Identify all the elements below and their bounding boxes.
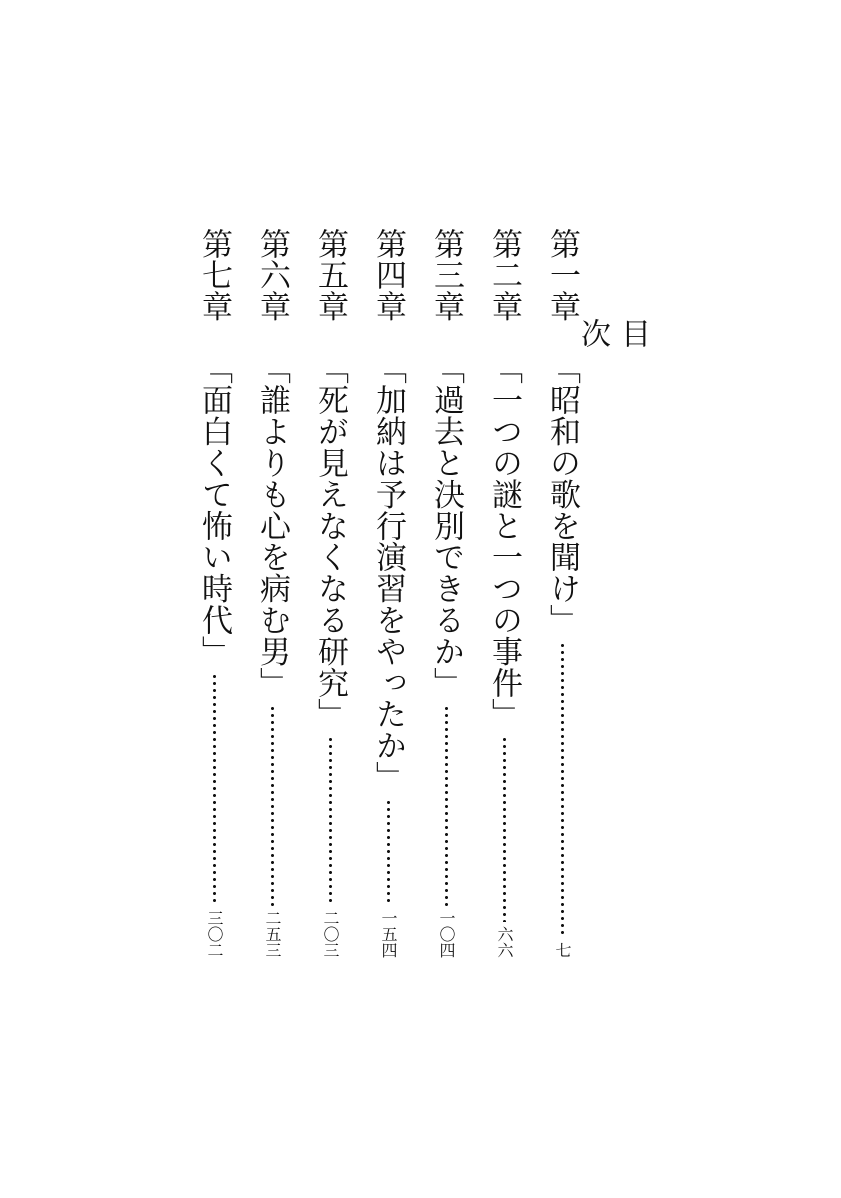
page-number: 二〇三 (321, 910, 340, 958)
chapter-title: 「一つの謎と一つの事件」 (486, 353, 522, 731)
chapter-title: 「過去と決別できるか」 (428, 353, 464, 699)
chapter-number: 第四章 (370, 228, 406, 323)
chapter-title: 「死が見えなくなる研究」 (312, 353, 348, 731)
chapter-number: 第一章 (544, 228, 580, 323)
page-number: 一五四 (379, 910, 398, 958)
toc-entry-chapter-2[interactable] (484, 228, 524, 958)
toc-heading: 目 次 (575, 318, 650, 498)
dot-leader (445, 705, 448, 906)
toc-entry-chapter-4[interactable] (368, 228, 408, 958)
dot-leader (561, 642, 564, 938)
toc-entry-chapter-5[interactable] (310, 228, 350, 958)
toc-entry-chapter-6[interactable] (252, 228, 292, 958)
chapter-title: 「加納は予行演習をやったか」 (370, 353, 406, 793)
toc-entry-chapter-1[interactable] (542, 228, 582, 958)
dot-leader (271, 705, 274, 906)
chapter-number: 第六章 (254, 228, 290, 323)
chapter-title: 「誰よりも心を病む男」 (254, 353, 290, 699)
dot-leader (213, 673, 216, 906)
dot-leader (329, 736, 332, 906)
chapter-number: 第五章 (312, 228, 348, 323)
toc-entry-chapter-7[interactable] (194, 228, 234, 958)
page-number: 六六 (495, 926, 514, 958)
dot-leader (387, 799, 390, 906)
page-number: 三〇二 (205, 910, 224, 958)
page-number: 一〇四 (437, 910, 456, 958)
page-number: 七 (553, 942, 572, 958)
chapter-number: 第二章 (486, 228, 522, 323)
chapter-number: 第七章 (196, 228, 232, 323)
dot-leader (503, 736, 506, 922)
chapter-title: 「面白くて怖い時代」 (196, 353, 232, 668)
page-number: 二五三 (263, 910, 282, 958)
chapter-title: 「昭和の歌を聞け」 (544, 353, 580, 636)
chapter-number: 第三章 (428, 228, 464, 323)
toc-entry-chapter-3[interactable] (426, 228, 466, 958)
